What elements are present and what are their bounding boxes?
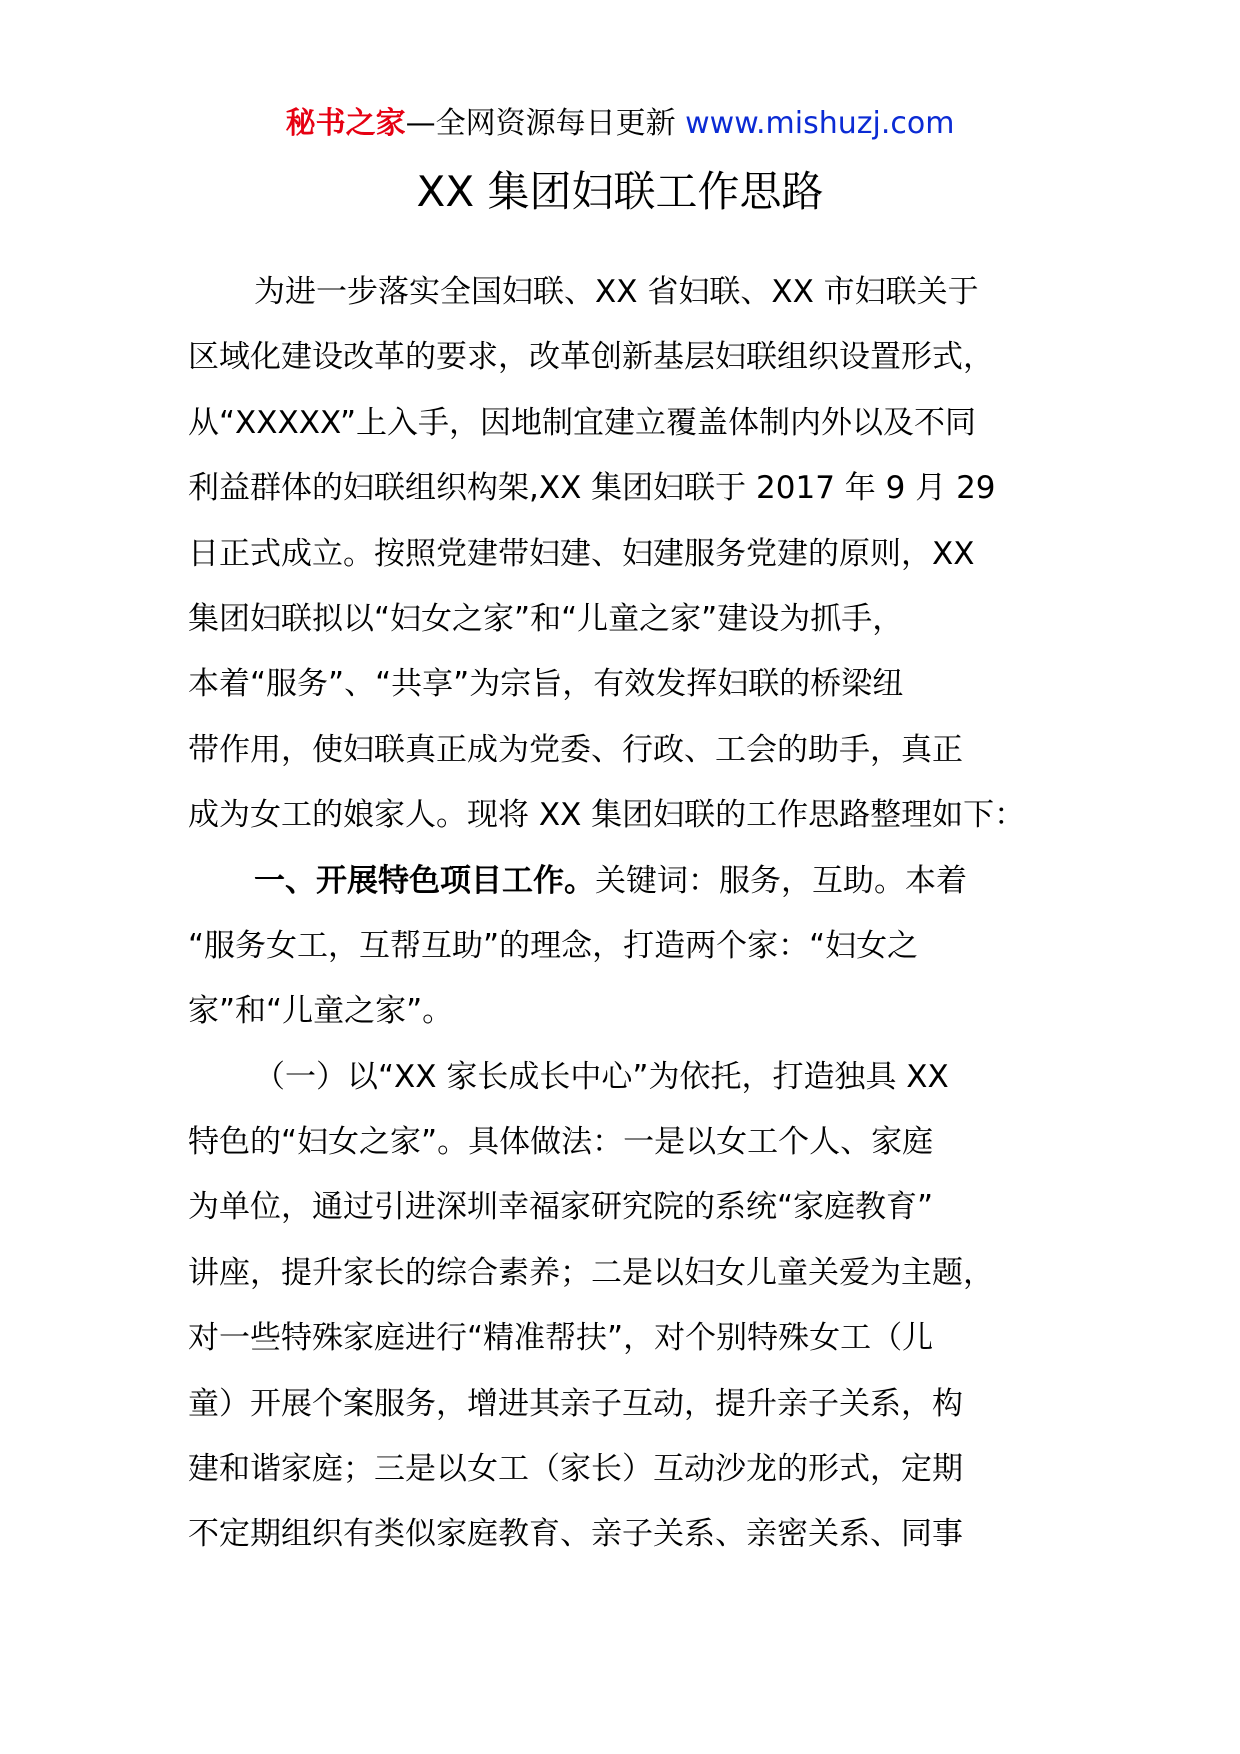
text-line bbox=[188, 914, 1078, 979]
line-text: 讲座，提升家长的综合素养；二是以妇女儿童关爱为主题， bbox=[188, 1254, 994, 1291]
text-line bbox=[188, 1306, 1078, 1371]
line-text: 不定期组织有类似家庭教育、亲子关系、亲密关系、同事 bbox=[188, 1516, 963, 1553]
text-line bbox=[188, 718, 1078, 783]
text-line bbox=[188, 1437, 1078, 1502]
line-text: 日正式成立。按照党建带妇建、妇建服务党建的原则，XX bbox=[188, 535, 975, 572]
text-line bbox=[188, 391, 1078, 456]
section-heading: 一、开展特色项目工作。 bbox=[254, 862, 595, 899]
line-text: 成为女工的娘家人。现将 XX 集团妇联的工作思路整理如下： bbox=[188, 797, 1026, 834]
text-line bbox=[188, 325, 1078, 390]
line-text: 为单位，通过引进深圳幸福家研究院的系统“家庭教育” bbox=[188, 1189, 934, 1226]
site-url-link[interactable]: www.mishuzj.com bbox=[685, 106, 955, 141]
text-line bbox=[188, 1110, 1078, 1175]
text-line bbox=[188, 1241, 1078, 1306]
text-line bbox=[188, 587, 1078, 652]
text-line bbox=[188, 1045, 1078, 1110]
header-tagline: —全网资源每日更新 bbox=[405, 106, 676, 141]
line-text: 为进一步落实全国妇联、XX 省妇联、XX 市妇联关于 bbox=[254, 274, 979, 310]
text-line bbox=[188, 260, 1078, 325]
line-text: 利益群体的妇联组织构架,XX 集团妇联于 2017 年 9 月 29 bbox=[188, 470, 996, 507]
line-text: 从“XXXXX”上入手，因地制宜建立覆盖体制内外以及不同 bbox=[188, 404, 977, 441]
document-title: XX 集团妇联工作思路 bbox=[416, 167, 824, 216]
line-text: 区域化建设改革的要求，改革创新基层妇联组织设置形式， bbox=[188, 339, 994, 376]
line-text: 对一些特殊家庭进行“精准帮扶”，对个别特殊女工（儿 bbox=[188, 1320, 934, 1357]
line-text: 家”和“儿童之家”。 bbox=[188, 993, 454, 1030]
site-header bbox=[0, 98, 1240, 150]
text-line bbox=[188, 783, 1078, 848]
text-line bbox=[188, 456, 1078, 521]
line-text: “服务女工，互帮互助”的理念，打造两个家：“妇女之 bbox=[188, 927, 919, 964]
text-line bbox=[188, 979, 1078, 1044]
line-text: 特色的“妇女之家”。具体做法：一是以女工个人、家庭 bbox=[188, 1124, 934, 1161]
line-text: 关键词：服务，互助。本着 bbox=[595, 862, 967, 899]
text-line bbox=[188, 1502, 1078, 1567]
line-text: 带作用，使妇联真正成为党委、行政、工会的助手，真正 bbox=[188, 731, 963, 768]
line-text: 童）开展个案服务，增进其亲子互动，提升亲子关系，构 bbox=[188, 1385, 963, 1422]
text-line bbox=[188, 1372, 1078, 1437]
text-line bbox=[188, 1175, 1078, 1240]
brand-name: 秘书之家 bbox=[285, 106, 406, 141]
line-text: （一）以“XX 家长成长中心”为依托，打造独具 XX bbox=[254, 1058, 949, 1095]
document-body bbox=[188, 260, 1078, 1568]
text-line bbox=[188, 849, 1078, 914]
line-text: 集团妇联拟以“妇女之家”和“儿童之家”建设为抓手， bbox=[188, 600, 904, 637]
text-line bbox=[188, 522, 1078, 587]
line-text: 本着“服务”、“共享”为宗旨，有效发挥妇联的桥梁纽 bbox=[188, 666, 904, 703]
text-line bbox=[188, 652, 1078, 717]
line-text: 建和谐家庭；三是以女工（家长）互动沙龙的形式，定期 bbox=[188, 1451, 963, 1488]
